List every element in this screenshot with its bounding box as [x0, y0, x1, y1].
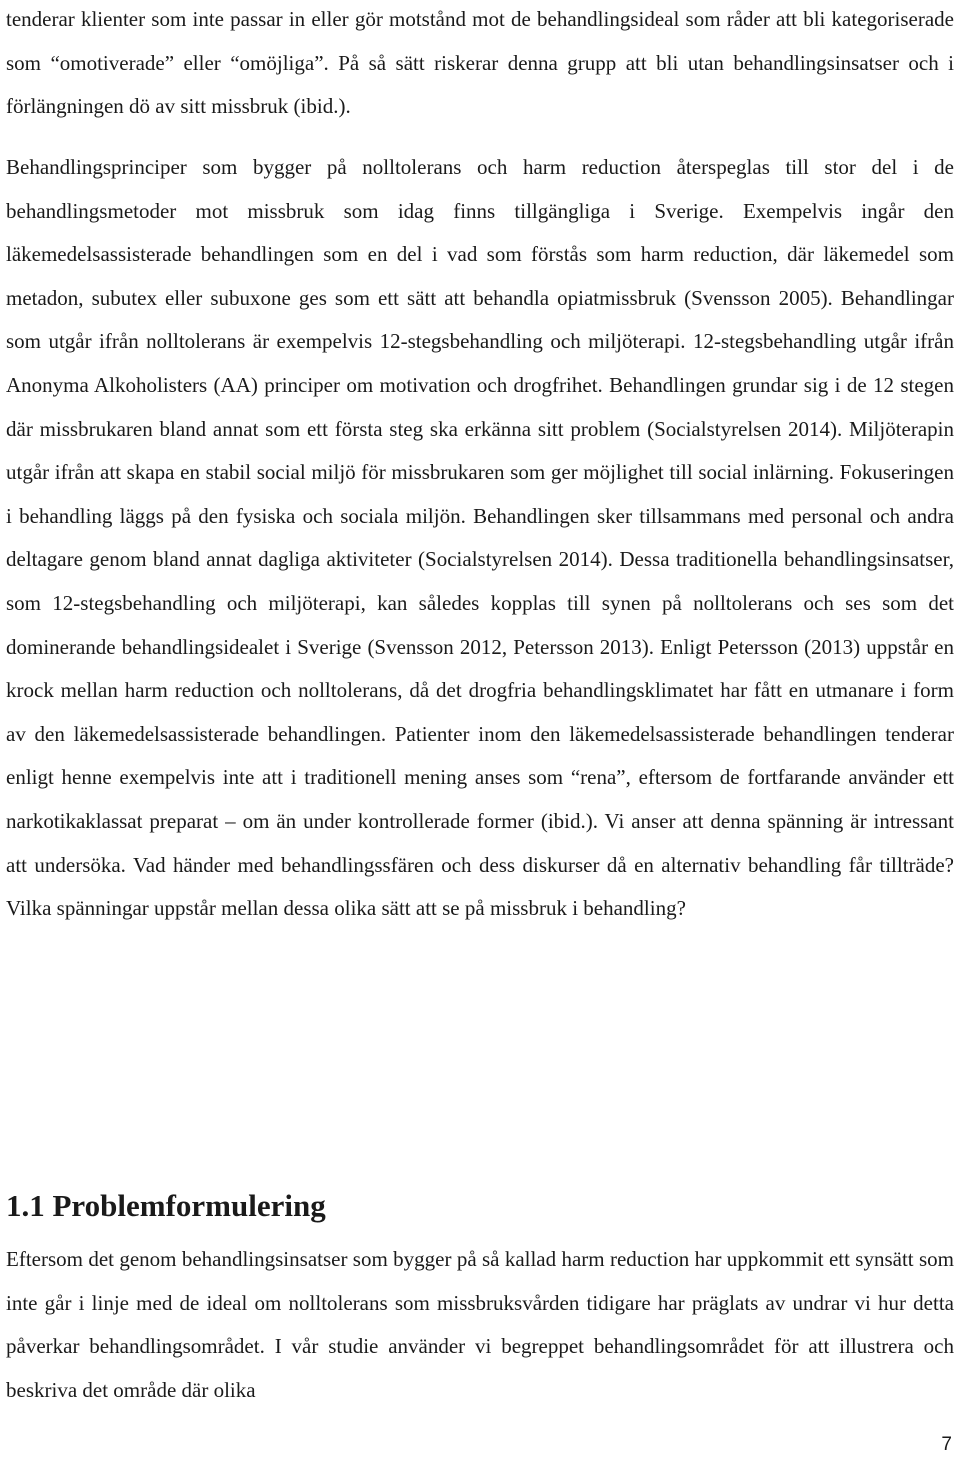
body-paragraph-problem-statement: Eftersom det genom behandlingsinsatser som bygger på så kallad harm reduction har uppkommit ett synsätt som inte går i linje med de ideal om nolltolerans som missbruksvården tidigare har präglats av undrar vi hur detta påverkar behandlingsområdet. I vår studie använder vi begreppet behandlingsområdet för att illustrera och beskriva det område där olika [6, 1247, 954, 1402]
body-paragraph-continuation: tenderar klienter som inte passar in eller gör motstånd mot de behandlingsideal som råder att bli kategoriserade som “omotiverade” eller “omöjliga”. På så sätt riskerar denna grupp att bli utan behandlingsinsatser och i förlängningen dö av sitt missbruk (ibid.). [6, 7, 954, 119]
page-number: 7 [941, 1434, 952, 1455]
body-paragraph-treatment-principles: Behandlingsprinciper som bygger på nolltolerans och harm reduction återspeglas till stor del i de behandlingsmetoder mot missbruk som idag finns tillgängliga i Sverige. Exempelvis ingår den läkemedelsassisterade behandlingen som en del i vad som förstås som harm reduction, där läkemedel som metadon, subutex eller subuxone ges som ett sätt att behandla opiatmissbruk (Svensson 2005). Behandlingar som utgår ifrån nolltolerans är exempelvis 12-stegsbehandling och miljöterapi. 12-stegsbehandling utgår ifrån Anonyma Alkoholisters (AA) principer om motivation och drogfrihet. Behandlingen grundar sig i de 12 stegen där missbrukaren bland annat som ett första steg ska erkänna sitt problem (Socialstyrelsen 2014). Miljöterapin utgår ifrån att skapa en stabil social miljö för missbrukaren som ger möjlighet till social inlärning. Fokuseringen i behandling läggs på den fysiska och sociala miljön. Behandlingen sker tillsammans med personal och andra deltagare genom bland annat dagliga aktiviteter (Socialstyrelsen 2014). Dessa traditionella behandlingsinsatser, som 12-stegsbehandling och miljöterapi, kan således kopplas till synen på nolltolerans och ses som det dominerande behandlingsidealet i Sverige (Svensson 2012, Petersson 2013). Enligt Petersson (2013) uppstår en krock mellan harm reduction och nolltolerans, då det drogfria behandlingsklimatet har fått en utmanare i form av den läkemedelsassisterade behandlingen. Patienter inom den läkemedelsassisterade behandlingen tenderar enligt henne exempelvis inte att i traditionell mening anses som “rena”, eftersom de fortfarande använder ett narkotikaklassat preparat – om än under kontrollerade former (ibid.). Vi anser att denna spänning är intressant att undersöka. Vad händer med behandlingssfären och dess diskurser då en alternativ behandling får tillträde? Vilka spänningar uppstår mellan dessa olika sätt att se på missbruk i behandling? [6, 155, 954, 921]
section-heading: 1.1 Problemformulering [6, 1188, 326, 1223]
